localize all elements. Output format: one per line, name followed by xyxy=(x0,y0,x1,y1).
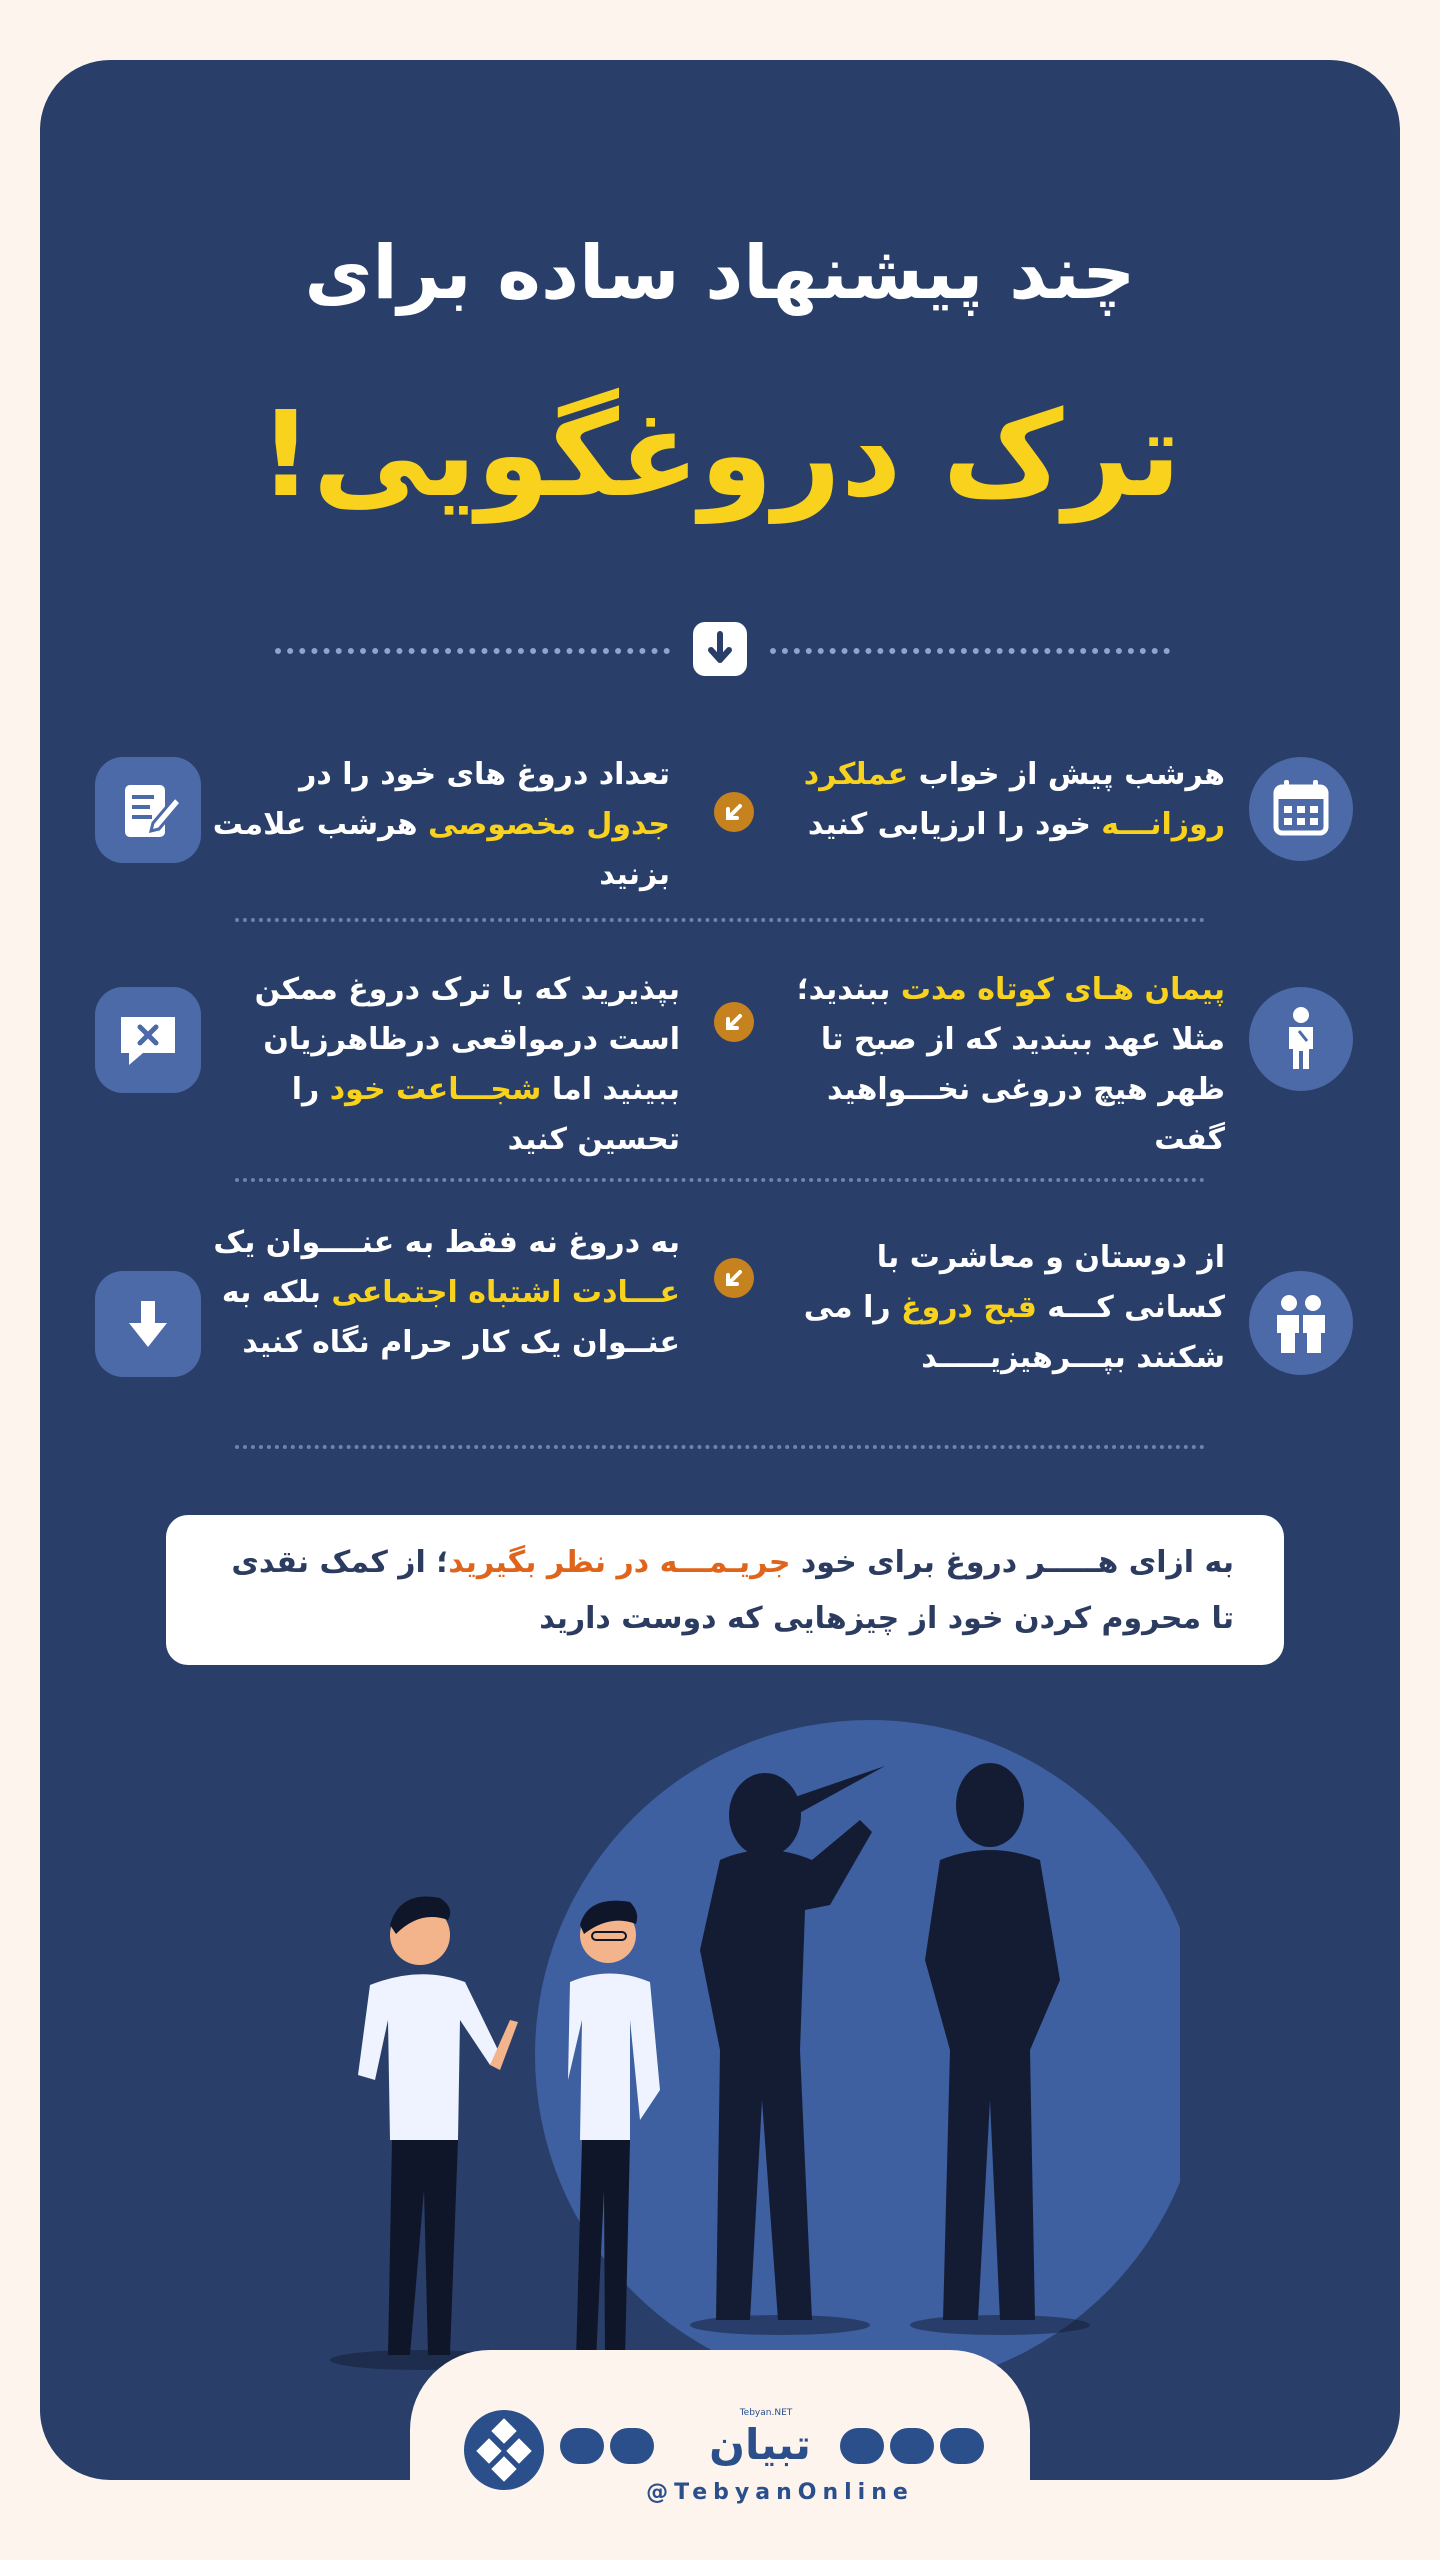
person-pointing xyxy=(330,1897,518,2370)
calendar-icon-badge xyxy=(1249,757,1353,861)
aparat-icon[interactable] xyxy=(610,2428,654,2464)
brand-name: تبیان xyxy=(709,2420,811,2469)
tip-4: بپذیرید که با ترک دروغ ممکن است درمواقعی درظاهرزیان ببینید اما شجـــاعت خود را تحسین کنید xyxy=(254,972,680,1157)
down-arrow-badge xyxy=(693,622,747,676)
telegram-icon[interactable] xyxy=(890,2428,934,2464)
edit-list-icon-badge xyxy=(95,757,201,863)
person-promise-icon xyxy=(1249,987,1353,1091)
tip-3: پیمان هـای کوتاه مدت ببندید؛ مثلا عهد ببندید که از صبح تا ظهر هیچ دروغی نخـــواهید گفت xyxy=(796,972,1225,1157)
edit-list-icon xyxy=(95,757,201,863)
instagram-icon[interactable] xyxy=(560,2428,604,2464)
separator-right xyxy=(770,648,1170,654)
tip-1: هرشب پیش از خواب عملکرد روزانـــه خود را ارزیابی کنید xyxy=(803,757,1225,842)
chat-x-icon-badge xyxy=(95,987,201,1093)
calendar-icon xyxy=(1249,757,1353,861)
title-line-2: ترک دروغگویی! xyxy=(258,385,1182,523)
bullet-icon xyxy=(714,1002,754,1042)
illustration-liars-shadows xyxy=(300,1720,1180,2400)
friends-icon xyxy=(1249,1271,1353,1375)
person-promise-icon-badge xyxy=(1249,987,1353,1091)
row-divider-3 xyxy=(235,1445,1205,1449)
spotlight xyxy=(535,1720,1180,2390)
separator-left xyxy=(275,648,670,654)
brand-domain: Tebyan.NET xyxy=(739,2408,793,2418)
title-line-1: چند پیشنهاد ساده برای xyxy=(304,230,1136,316)
instagram-icon-2[interactable] xyxy=(940,2428,984,2464)
tip-2: تعداد دروغ های خود را در جدول مخصوصی هرشب علامت بزنید xyxy=(212,757,670,892)
arrow-down-icon xyxy=(693,622,747,676)
social-handle[interactable]: @TebyanOnline xyxy=(646,2480,914,2505)
friends-icon-badge xyxy=(1249,1271,1353,1375)
chat-x-icon xyxy=(95,987,201,1093)
note-text: به ازای هـــــر دروغ برای خود جریـمـــه در نظر بگیرید؛ از کمک نقدی تا محروم کردن خود از چیزهایی که دوست دارید xyxy=(231,1545,1234,1636)
twitter-icon[interactable] xyxy=(840,2428,884,2464)
note-box xyxy=(166,1515,1284,1665)
bullet-icon xyxy=(714,792,754,832)
arrow-down-icon xyxy=(95,1271,201,1377)
bullet-icon xyxy=(714,1258,754,1298)
tip-6: به دروغ نه فقط به عنــــوان یک عـــادت اشتباه اجتماعی بلکه به عنــوان یک کار حرام نگاه کنید xyxy=(213,1225,680,1360)
tebyan-logo-icon xyxy=(462,2408,546,2492)
row-divider-2 xyxy=(235,1178,1205,1182)
arrow-down-icon-badge xyxy=(95,1271,201,1377)
tip-5: از دوستان و معاشرت با کسانی کـــه قبح دروغ را می شکنند بپـــرهیزیـــــد xyxy=(803,1240,1225,1375)
row-divider-1 xyxy=(235,918,1205,922)
